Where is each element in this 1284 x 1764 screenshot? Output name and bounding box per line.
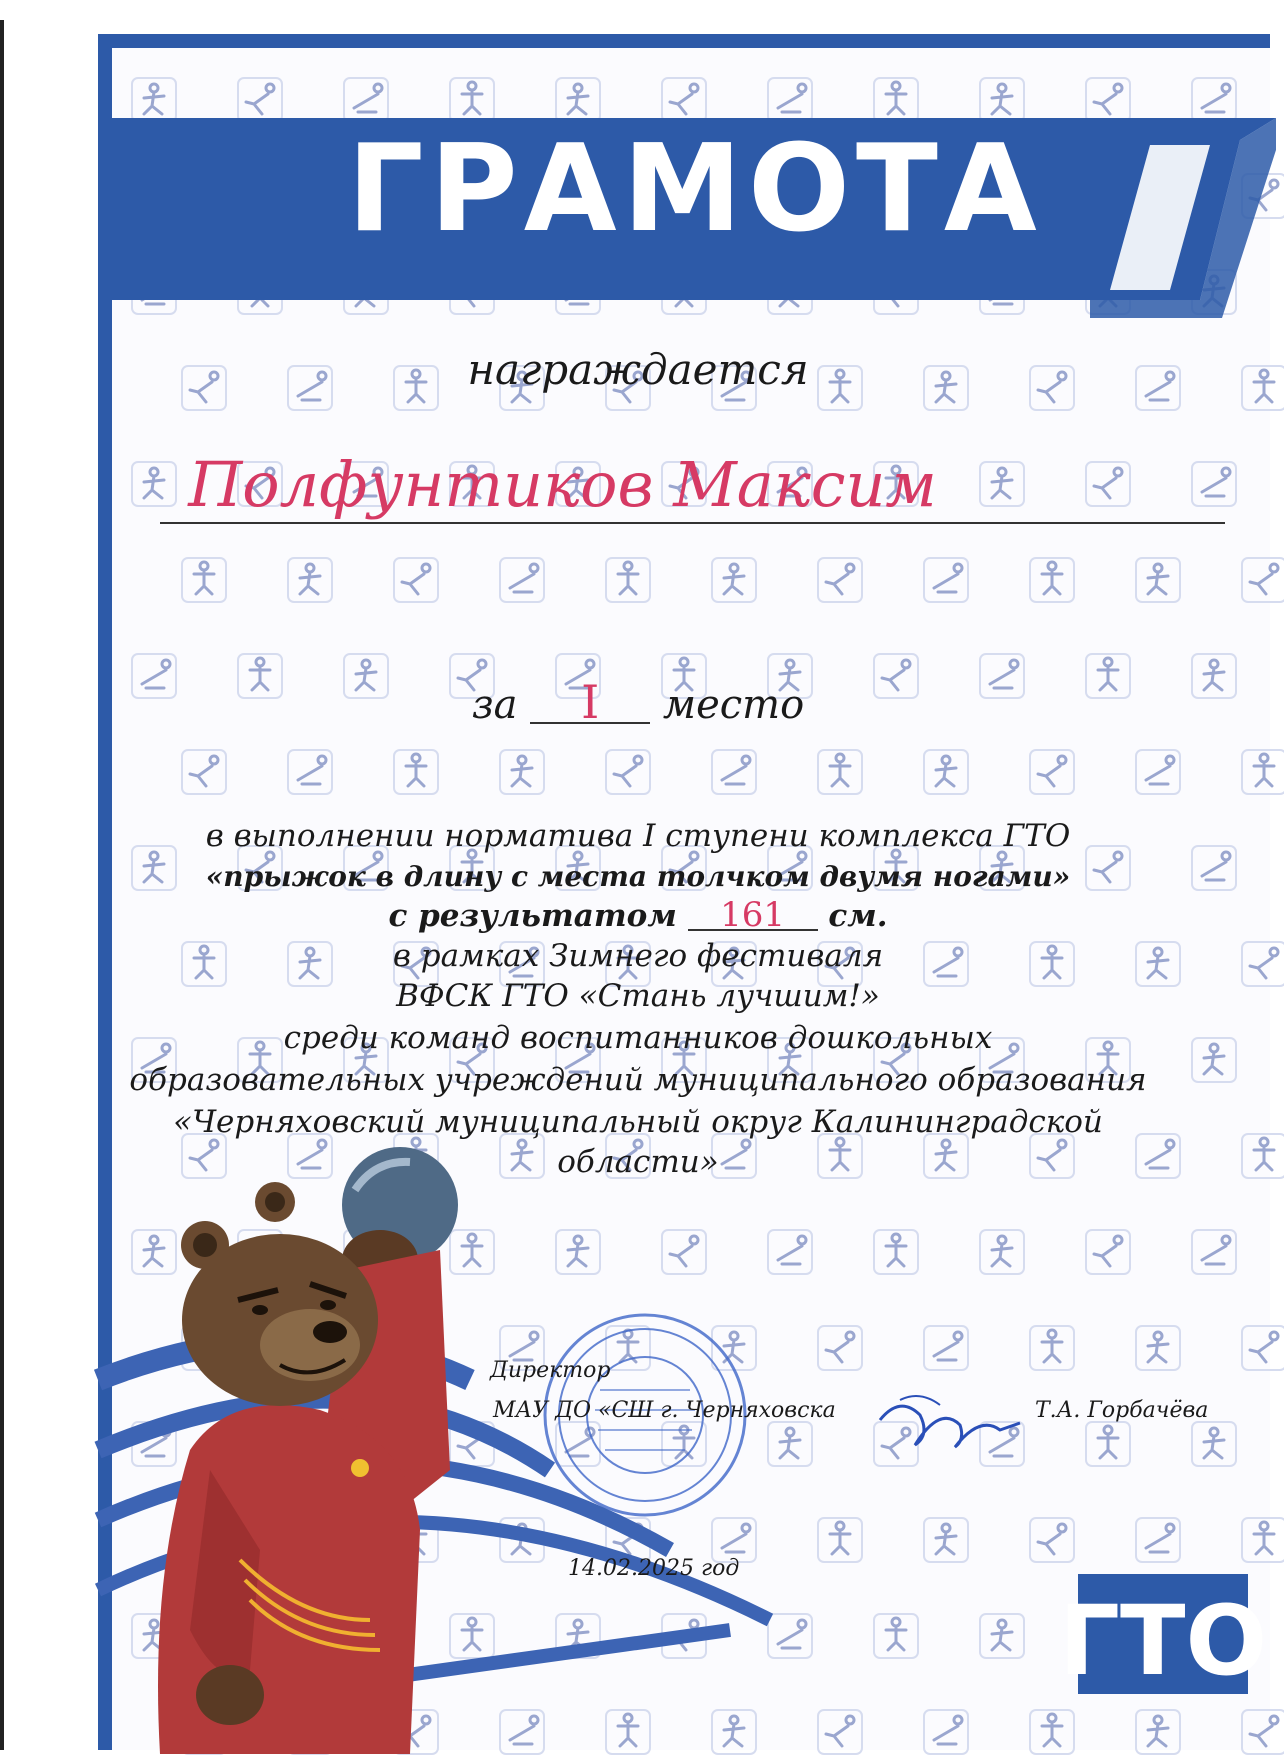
body-line-2: «прыжок в длину с места толчком двумя ногами» (205, 860, 1071, 893)
sport-pictogram-icon (1148, 564, 1168, 594)
sport-pictogram-icon (1254, 1522, 1274, 1554)
body-line-1: в выполнении норматива I ступени комплекса ГТО (205, 818, 1071, 854)
sport-pictogram-icon (778, 1620, 806, 1648)
body-line-6: среди команд воспитанников дошкольных (283, 1020, 993, 1056)
sport-pictogram-icon (300, 564, 320, 594)
certificate-title: ГРАМОТА (347, 120, 1043, 259)
name-underline (160, 522, 1225, 524)
sport-pictogram-icon (1250, 564, 1278, 594)
sport-pictogram-icon (826, 1716, 854, 1746)
sport-pictogram-icon (826, 564, 854, 594)
sport-pictogram-icon (1250, 1716, 1278, 1746)
sport-pictogram-icon (1038, 756, 1066, 786)
sport-pictogram-icon (614, 756, 642, 786)
signatory-organization: МАУ ДО «СШ г. Черняховска (493, 1398, 836, 1423)
result-prefix: с результатом (388, 898, 677, 934)
sport-pictogram-icon (1038, 1524, 1066, 1554)
sport-pictogram-icon (992, 468, 1012, 498)
sport-pictogram-icon (1148, 1332, 1168, 1362)
sport-pictogram-icon (1250, 1332, 1278, 1362)
sport-pictogram-icon (1094, 468, 1122, 498)
body-line-8: «Черняховский муниципальный округ Калининградской (173, 1104, 1103, 1140)
sport-pictogram-icon (826, 1332, 854, 1362)
recipient-name: Полфунтиков Максим (188, 448, 937, 521)
result-unit: см. (828, 898, 888, 934)
sport-pictogram-icon (1202, 468, 1230, 496)
sport-pictogram-icon (934, 1332, 962, 1360)
gto-logo (1058, 1574, 1268, 1697)
gto-logo-text: ГТО (1058, 1585, 1268, 1697)
sport-pictogram-icon (992, 1620, 1012, 1650)
sport-pictogram-icon (992, 1236, 1012, 1266)
sport-pictogram-icon (780, 1428, 800, 1458)
place-value: I (530, 682, 650, 724)
body-line-9: области» (557, 1144, 719, 1180)
sport-pictogram-icon (886, 1618, 906, 1650)
sport-pictogram-icon (190, 756, 218, 786)
sport-pictogram-icon (1148, 1716, 1168, 1746)
sport-pictogram-icon (1204, 1428, 1224, 1458)
result-row (0, 895, 1276, 935)
place-prefix: за (471, 682, 518, 728)
sport-pictogram-icon (194, 562, 214, 594)
sport-pictogram-icon (1146, 756, 1174, 784)
body-line-5: ВФСК ГТО «Стань лучшим!» (396, 978, 880, 1014)
sport-pictogram-icon (1042, 1714, 1062, 1746)
sport-pictogram-icon (618, 562, 638, 594)
sport-pictogram-icon (724, 564, 744, 594)
sport-pictogram-icon (830, 754, 850, 786)
place-suffix: место (662, 682, 805, 728)
sport-pictogram-icon (510, 564, 538, 592)
result-value: 161 (688, 901, 818, 931)
sport-pictogram-icon (512, 756, 532, 786)
sport-pictogram-icon (936, 756, 956, 786)
signatory-position: Директор (490, 1358, 611, 1383)
sport-pictogram-icon (1042, 1330, 1062, 1362)
sport-pictogram-icon (1202, 1236, 1230, 1264)
place-row (0, 675, 1276, 729)
signatory-name: Т.А. Горбачёва (1035, 1398, 1209, 1423)
sport-pictogram-icon (298, 756, 326, 784)
awarded-label: награждается (467, 345, 809, 394)
sport-pictogram-icon (934, 1716, 962, 1744)
sport-pictogram-icon (1254, 754, 1274, 786)
sport-pictogram-icon (886, 1234, 906, 1266)
sport-pictogram-icon (936, 1524, 956, 1554)
sport-pictogram-icon (1042, 562, 1062, 594)
sport-pictogram-icon (778, 1236, 806, 1264)
sport-pictogram-icon (1094, 1236, 1122, 1266)
issue-date: 14.02.2025 год (568, 1556, 740, 1581)
body-line-7: образовательных учреждений муниципального образования (129, 1062, 1147, 1098)
body-line-4: в рамках Зимнего фестиваля (392, 938, 884, 974)
sport-pictogram-icon (934, 564, 962, 592)
sport-pictogram-icon (1146, 1524, 1174, 1552)
director-signature (870, 1375, 1020, 1465)
sport-pictogram-icon (1098, 1426, 1118, 1458)
sport-pictogram-icon (406, 754, 426, 786)
sport-pictogram-icon (722, 756, 750, 784)
sport-pictogram-icon (402, 564, 430, 594)
sport-pictogram-icon (830, 1522, 850, 1554)
